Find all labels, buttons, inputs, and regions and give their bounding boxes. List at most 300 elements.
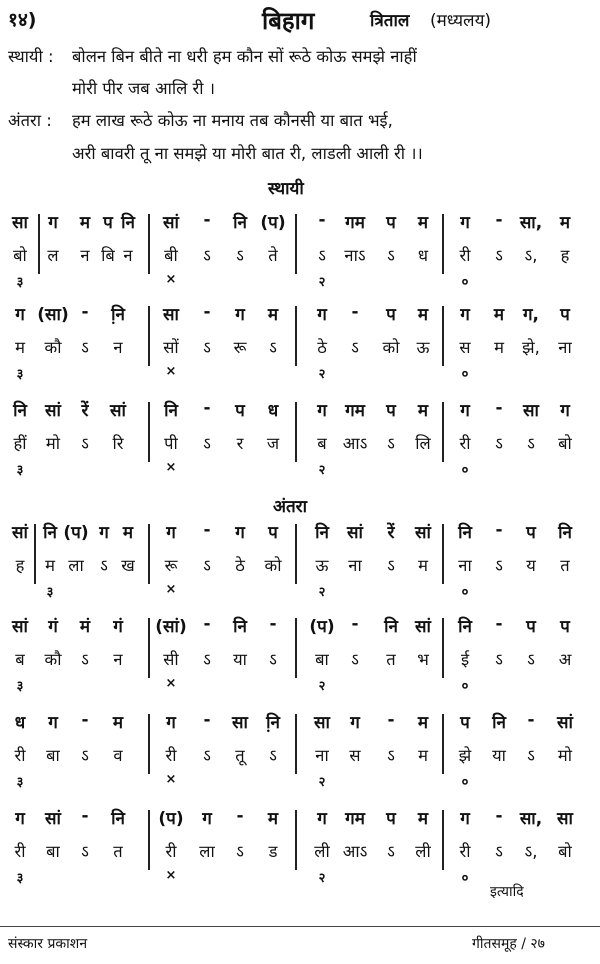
swara-note: म — [417, 401, 429, 421]
lyric-syllable: र — [236, 434, 244, 453]
swara-note: ग — [99, 523, 109, 543]
lyric-syllable: बो — [558, 434, 572, 453]
lyric-syllable: ऽ — [203, 556, 211, 575]
lyric-syllable: सों — [163, 338, 179, 357]
lyric-syllable: ऽ — [495, 434, 503, 453]
swara-note: सा — [523, 401, 539, 421]
lyric-syllable: ऽ — [203, 246, 211, 265]
laya-name: (मध्यलय) — [430, 11, 492, 31]
vibhag-bar — [295, 402, 297, 462]
lyric-syllable: ऽ — [387, 746, 395, 765]
swara-note: प — [386, 213, 396, 233]
swara-note: रें — [387, 523, 395, 543]
taal-mark: ३ — [16, 367, 24, 382]
lyric-syllable: री — [14, 842, 26, 861]
taal-mark: २ — [318, 367, 326, 382]
lyric-syllable: ऽ — [81, 746, 89, 765]
lyric-syllable: ली — [415, 842, 431, 861]
taal-mark: २ — [318, 463, 326, 478]
swara-note: ग — [317, 305, 327, 325]
taal-mark: ३ — [16, 275, 24, 290]
lyric-syllable: बो — [13, 246, 27, 265]
swara-note: - — [81, 806, 89, 826]
footer-rule — [0, 926, 600, 927]
lyric-syllable: री — [459, 842, 471, 861]
lyric-syllable: ऽ — [387, 556, 395, 575]
ityadi-note: इत्यादि — [490, 884, 524, 900]
taal-mark: × — [165, 676, 177, 691]
notation-row — [0, 520, 600, 600]
swara-note: ग — [317, 809, 327, 829]
swara-note: म — [267, 305, 279, 325]
lyric-syllable: त — [386, 650, 396, 669]
taal-mark: २ — [318, 775, 326, 790]
notation-row — [0, 710, 600, 790]
vibhag-bar — [295, 306, 297, 366]
lyric-syllable: ऽ — [318, 246, 326, 265]
lyric-syllable: बो — [558, 842, 572, 861]
swara-note: नि — [233, 617, 247, 637]
swara-note: म — [417, 305, 429, 325]
taal-mark: २ — [318, 585, 326, 600]
lyric-syllable: ऽ — [81, 650, 89, 669]
lyric-syllable: ज — [266, 434, 280, 453]
swara-note: ध — [14, 713, 26, 733]
swara-note: सा — [12, 213, 28, 233]
sthayi-lyric-label: स्थायी : — [8, 47, 54, 66]
lyric-syllable: बी — [164, 246, 178, 265]
lyric-syllable: ऽ — [203, 338, 211, 357]
swara-note: ग — [317, 401, 327, 421]
swara-note: प — [386, 305, 396, 325]
lyric-syllable: ड — [268, 842, 278, 861]
taal-mark: ० — [461, 871, 469, 886]
lyric-syllable: ध — [417, 246, 429, 265]
swara-note: प — [460, 713, 470, 733]
lyric-syllable: री — [165, 842, 177, 861]
lyric-syllable: कौ — [44, 650, 62, 669]
vibhag-bar — [148, 214, 150, 274]
vibhag-bar — [38, 214, 40, 274]
lyric-syllable: ऽ — [495, 650, 503, 669]
lyric-syllable: न — [123, 246, 133, 265]
lyric-syllable: ऽ — [387, 842, 395, 861]
notation-row — [0, 210, 600, 290]
lyric-syllable: न — [113, 338, 123, 357]
swara-note: - — [203, 210, 211, 230]
swara-note: (सां) — [155, 617, 187, 637]
swara-note: नि़ — [111, 305, 125, 325]
swara-note: ग — [350, 713, 360, 733]
swara-note: नि — [384, 617, 398, 637]
lyric-syllable: ल — [47, 246, 59, 265]
lyric-syllable: ऽ — [203, 650, 211, 669]
book-page-label: गीतसमूह / २७ — [472, 936, 545, 952]
lyric-syllable: म — [418, 746, 428, 765]
taal-mark: ३ — [16, 775, 24, 790]
notation-row — [0, 614, 600, 694]
swara-note: - — [495, 806, 503, 826]
swara-note: सा — [557, 809, 573, 829]
lyric-syllable: बि — [101, 246, 115, 265]
swara-note: नि — [43, 523, 57, 543]
antara-lyric-line-2: अरी बावरी तू ना समझे या मोरी बात री, लाडली आली री ।। — [72, 144, 423, 163]
swara-note: ग — [166, 713, 176, 733]
swara-note: नि — [492, 713, 506, 733]
swara-note: सा — [232, 713, 248, 733]
vibhag-bar — [148, 810, 150, 870]
lyric-syllable: ऽ — [495, 246, 503, 265]
swara-note: नि — [458, 523, 472, 543]
swara-note: प — [268, 523, 278, 543]
lyric-syllable: रि — [112, 434, 124, 453]
swara-note: प — [560, 617, 570, 637]
swara-note: ध — [267, 401, 279, 421]
taal-mark: ३ — [46, 585, 54, 600]
lyric-syllable: ठे — [317, 338, 327, 357]
vibhag-bar — [295, 810, 297, 870]
lyric-syllable: त — [113, 842, 123, 861]
swara-note: प — [235, 401, 245, 421]
antara-lyric-line-1: हम लाख रूठे कोऊ ना मनाय तब कौनसी या बात भई, — [72, 111, 393, 130]
lyric-syllable: ऽ — [495, 556, 503, 575]
swara-note: ग — [166, 523, 176, 543]
swara-note: सां — [110, 401, 126, 421]
swara-note: प — [526, 617, 536, 637]
lyric-syllable: या — [233, 650, 247, 669]
vibhag-bar — [34, 524, 36, 584]
taal-mark: ० — [461, 463, 469, 478]
lyric-syllable: झे, — [522, 338, 540, 357]
lyric-syllable: आऽ — [342, 434, 368, 453]
lyric-syllable: य — [526, 556, 536, 575]
lyric-syllable: ऽ — [527, 650, 535, 669]
lyric-syllable: ऽ — [269, 338, 277, 357]
antara-heading: अंतरा — [273, 497, 308, 517]
vibhag-bar — [148, 402, 150, 462]
swara-note: प — [526, 523, 536, 543]
taal-mark: ० — [461, 775, 469, 790]
vibhag-bar — [148, 524, 150, 584]
lyric-syllable: ऽ — [81, 338, 89, 357]
swara-note: सा — [314, 713, 330, 733]
lyric-syllable: को — [264, 556, 282, 575]
sthayi-lyric-line-2: मोरी पीर जब आलि री । — [72, 79, 216, 98]
publisher-name: संस्कार प्रकाशन — [8, 936, 88, 952]
swara-note: - — [203, 520, 211, 540]
vibhag-bar — [442, 714, 444, 774]
vibhag-bar — [442, 402, 444, 462]
swara-note: - — [495, 520, 503, 540]
lyric-syllable: आऽ — [342, 842, 368, 861]
swara-note: ग — [235, 523, 245, 543]
swara-note: नि — [315, 523, 329, 543]
lyric-syllable: म — [15, 338, 25, 357]
taal-mark: ३ — [16, 463, 24, 478]
swara-note: - — [351, 302, 359, 322]
lyric-syllable: ऽ — [351, 650, 359, 669]
swara-note: ग — [460, 305, 470, 325]
lyric-syllable: स — [459, 338, 471, 357]
swara-note: - — [203, 302, 211, 322]
swara-note: (प) — [63, 523, 89, 543]
lyric-syllable: री — [165, 746, 177, 765]
lyric-syllable: ला — [68, 556, 84, 575]
lyric-syllable: रू — [233, 338, 247, 357]
swara-note: नि — [558, 523, 572, 543]
lyric-syllable: ह — [560, 246, 570, 265]
lyric-syllable: ऽ — [387, 246, 395, 265]
lyric-syllable: ना — [458, 556, 472, 575]
lyric-syllable: मो — [557, 746, 573, 765]
swara-note: ग — [15, 305, 25, 325]
swara-note: सा, — [519, 213, 543, 233]
swara-note: सां — [163, 213, 179, 233]
lyric-syllable: ला — [199, 842, 215, 861]
lyric-syllable: ऽ — [81, 434, 89, 453]
swara-note: म — [112, 713, 124, 733]
swara-note: - — [495, 614, 503, 634]
lyric-syllable: ते — [268, 246, 278, 265]
swara-note: नि — [13, 401, 27, 421]
lyric-syllable: म — [45, 556, 55, 575]
swara-note: मं — [79, 617, 91, 637]
swara-note: ग — [460, 401, 470, 421]
swara-note: गम — [345, 401, 365, 421]
vibhag-bar — [295, 618, 297, 678]
swara-note: म — [493, 305, 505, 325]
lyric-syllable: ऊ — [416, 338, 430, 357]
taal-mark: ० — [461, 367, 469, 382]
lyric-syllable: न — [80, 246, 90, 265]
swara-note: ग — [48, 213, 58, 233]
taal-mark: × — [165, 868, 177, 883]
notation-row — [0, 398, 600, 478]
swara-note: ग — [460, 213, 470, 233]
raga-title: बिहाग — [262, 7, 315, 35]
lyric-syllable: सी — [163, 650, 179, 669]
vibhag-bar — [442, 524, 444, 584]
swara-note: नि — [111, 809, 125, 829]
swara-note: म — [417, 213, 429, 233]
lyric-syllable: ऽ — [495, 842, 503, 861]
swara-note: - — [495, 398, 503, 418]
lyric-syllable: ऽ — [203, 434, 211, 453]
swara-note: - — [81, 302, 89, 322]
lyric-syllable: ली — [314, 842, 330, 861]
lyric-syllable: ऽ — [100, 556, 108, 575]
lyric-syllable: रू — [164, 556, 178, 575]
lyric-syllable: बा — [46, 746, 60, 765]
lyric-syllable: व — [113, 746, 123, 765]
swara-note: ग — [560, 401, 570, 421]
lyric-syllable: लि — [415, 434, 431, 453]
swara-note: प — [103, 213, 113, 233]
lyric-syllable: या — [492, 746, 506, 765]
swara-note: सां — [557, 713, 573, 733]
notation-row — [0, 302, 600, 382]
swara-note: सां — [45, 401, 61, 421]
swara-note: म — [559, 213, 571, 233]
antara-lyric-label: अंतरा : — [8, 111, 52, 130]
taal-mark: × — [165, 272, 177, 287]
taal-name: त्रिताल — [370, 11, 410, 31]
vibhag-bar — [295, 714, 297, 774]
lyric-syllable: ऽ, — [524, 246, 538, 265]
swara-note: सां — [12, 617, 28, 637]
lyric-syllable: ऽ — [203, 746, 211, 765]
lyric-syllable: पी — [164, 434, 178, 453]
taal-mark: ० — [461, 679, 469, 694]
lyric-syllable: ऽ — [351, 338, 359, 357]
taal-mark: × — [165, 364, 177, 379]
swara-note: - — [387, 710, 395, 730]
swara-note: नि — [121, 213, 135, 233]
swara-note: गम — [345, 809, 365, 829]
swara-note: म — [122, 523, 134, 543]
notation-row — [0, 806, 600, 886]
lyric-syllable: ऽ — [527, 746, 535, 765]
sthayi-lyric-line-1: बोलन बिन बीते ना धरी हम कौन सों रूठे कोऊ समझे नाहीं — [72, 47, 417, 66]
page-number: १४) — [8, 9, 37, 31]
lyric-syllable: ह — [15, 556, 25, 575]
swara-note: प — [386, 809, 396, 829]
swara-note: (प) — [260, 213, 286, 233]
lyric-syllable: हीं — [13, 434, 27, 453]
vibhag-bar — [442, 810, 444, 870]
swara-note: - — [495, 210, 503, 230]
lyric-syllable: ऽ, — [524, 842, 538, 861]
vibhag-bar — [148, 714, 150, 774]
swara-note: - — [81, 710, 89, 730]
lyric-syllable: ब — [15, 650, 25, 669]
swara-note: - — [318, 210, 326, 230]
swara-note: सां — [415, 617, 431, 637]
lyric-syllable: ऽ — [387, 434, 395, 453]
swara-note: - — [269, 614, 277, 634]
swara-note: (सा) — [37, 305, 69, 325]
lyric-syllable: ऽ — [269, 650, 277, 669]
vibhag-bar — [442, 214, 444, 274]
swara-note: (प) — [309, 617, 335, 637]
swara-note: - — [203, 710, 211, 730]
lyric-syllable: ऽ — [269, 746, 277, 765]
lyric-syllable: री — [459, 246, 471, 265]
taal-mark: × — [165, 460, 177, 475]
lyric-syllable: ना — [315, 746, 329, 765]
lyric-syllable: बा — [315, 650, 329, 669]
swara-note: गं — [113, 617, 123, 637]
vibhag-bar — [442, 618, 444, 678]
lyric-syllable: ऽ — [81, 842, 89, 861]
taal-mark: × — [165, 582, 177, 597]
swara-note: नि — [458, 617, 472, 637]
lyric-syllable: स — [349, 746, 361, 765]
lyric-syllable: कौ — [44, 338, 62, 357]
lyric-syllable: ना — [348, 556, 362, 575]
taal-mark: ० — [461, 585, 469, 600]
lyric-syllable: ख — [121, 556, 135, 575]
lyric-syllable: को — [382, 338, 400, 357]
swara-note: म — [417, 713, 429, 733]
swara-note: ग, — [522, 305, 540, 325]
swara-note: ग — [48, 713, 58, 733]
lyric-syllable: ना — [558, 338, 572, 357]
lyric-syllable: म — [418, 556, 428, 575]
swara-note: ग — [235, 305, 245, 325]
lyric-syllable: म — [494, 338, 504, 357]
vibhag-bar — [442, 306, 444, 366]
lyric-syllable: तू — [235, 746, 245, 765]
lyric-syllable: झे — [458, 746, 472, 765]
sthayi-heading: स्थायी — [268, 179, 304, 199]
swara-note: ग — [15, 809, 25, 829]
vibhag-bar — [295, 214, 297, 274]
lyric-syllable: री — [459, 434, 471, 453]
swara-note: सां — [45, 809, 61, 829]
swara-note: प — [560, 305, 570, 325]
swara-note: म — [417, 809, 429, 829]
lyric-syllable: नाऽ — [344, 246, 366, 265]
lyric-syllable: मो — [45, 434, 61, 453]
lyric-syllable: ब — [317, 434, 327, 453]
vibhag-bar — [148, 306, 150, 366]
taal-mark: २ — [318, 871, 326, 886]
swara-note: ग — [202, 809, 212, 829]
lyric-syllable: ऽ — [527, 434, 535, 453]
swara-note: रें — [81, 401, 89, 421]
swara-note: नि — [164, 401, 178, 421]
swara-note: नि — [233, 213, 247, 233]
swara-note: - — [203, 398, 211, 418]
swara-note: - — [527, 710, 535, 730]
lyric-syllable: ऽ — [236, 842, 244, 861]
swara-note: - — [203, 614, 211, 634]
taal-mark: ० — [461, 275, 469, 290]
taal-mark: ३ — [16, 679, 24, 694]
taal-mark: ३ — [16, 871, 24, 886]
vibhag-bar — [148, 618, 150, 678]
lyric-syllable: बा — [46, 842, 60, 861]
swara-note: प — [386, 401, 396, 421]
lyric-syllable: ठे — [235, 556, 245, 575]
swara-note: सा — [163, 305, 179, 325]
lyric-syllable: त — [560, 556, 570, 575]
swara-note: - — [351, 614, 359, 634]
swara-note: सां — [415, 523, 431, 543]
swara-note: गम — [345, 213, 365, 233]
lyric-syllable: ऽ — [236, 246, 244, 265]
taal-mark: × — [165, 772, 177, 787]
lyric-syllable: ई — [460, 650, 470, 669]
lyric-syllable: री — [14, 746, 26, 765]
taal-mark: २ — [318, 275, 326, 290]
swara-note: सां — [12, 523, 28, 543]
lyric-syllable: अ — [558, 650, 572, 669]
lyric-syllable: भ — [417, 650, 429, 669]
vibhag-bar — [295, 524, 297, 584]
taal-mark: २ — [318, 679, 326, 694]
swara-note: गं — [48, 617, 58, 637]
swara-note: (प) — [158, 809, 184, 829]
lyric-syllable: ऊ — [315, 556, 329, 575]
swara-note: - — [236, 806, 244, 826]
lyric-syllable: न — [113, 650, 123, 669]
swara-note: नि़ — [266, 713, 280, 733]
swara-note: सा, — [519, 809, 543, 829]
swara-note: म — [267, 809, 279, 829]
swara-note: म — [79, 213, 91, 233]
